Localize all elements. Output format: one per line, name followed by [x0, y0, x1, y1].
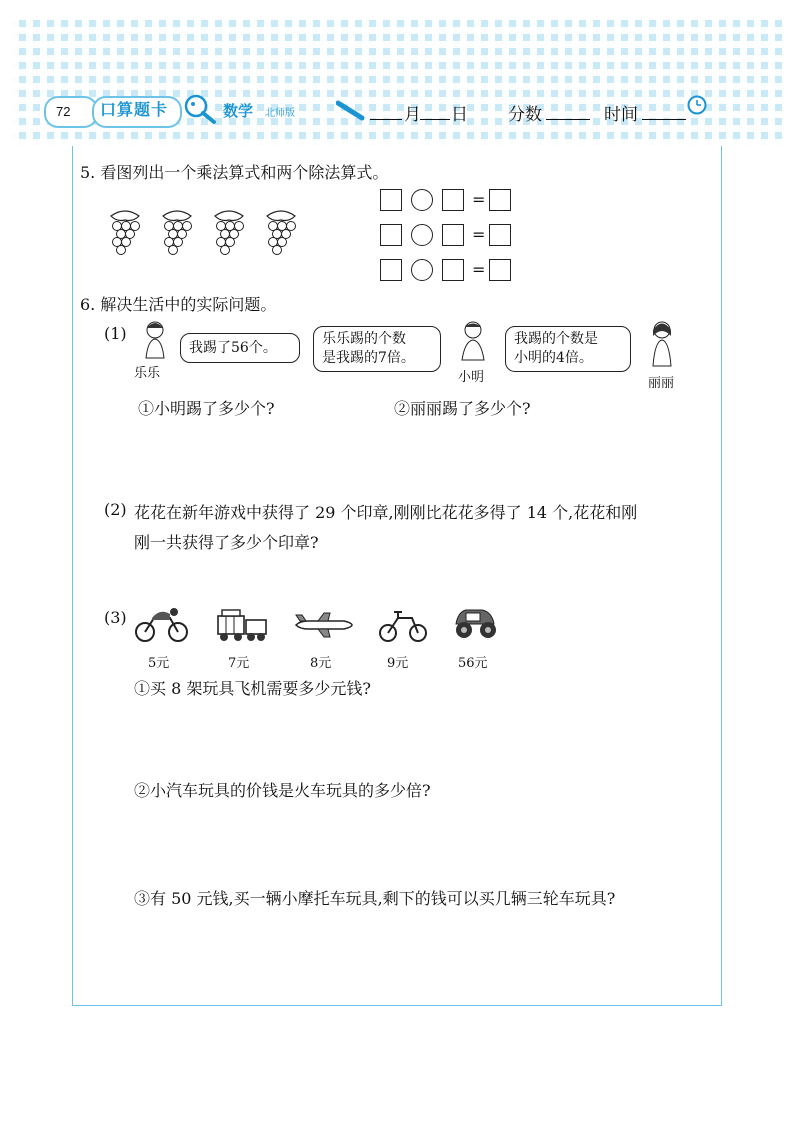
grape-bunch-icon: [267, 211, 296, 255]
price-tricycle: 9元: [387, 656, 409, 671]
lili-speech-line2: 小明的4倍。: [514, 350, 593, 366]
answer-box[interactable]: [442, 189, 464, 211]
operator-circle[interactable]: [411, 224, 433, 246]
operator-circle[interactable]: [411, 259, 433, 281]
q6-part3-label: (3): [104, 608, 127, 627]
lele-speech-bubble: [180, 333, 300, 363]
price-train: 7元: [228, 656, 250, 671]
answer-box[interactable]: [442, 224, 464, 246]
lili-name: 丽丽: [648, 376, 675, 391]
q6-part2-label: (2): [104, 500, 127, 519]
q6-part3-q3: ③有 50 元钱,买一辆小摩托车玩具,剩下的钱可以买几辆三轮车玩具?: [134, 889, 616, 908]
q6-title: 6. 解决生活中的实际问题。: [80, 295, 277, 314]
answer-box[interactable]: [489, 189, 511, 211]
day-label: 日: [451, 105, 468, 125]
tricycle-icon: [378, 606, 428, 644]
edition-label: 北师版: [265, 108, 295, 119]
answer-box[interactable]: [380, 224, 402, 246]
girl-lili-icon: [645, 320, 679, 368]
xiaoming-name: 小明: [458, 370, 485, 385]
q6-part2-line2: 刚一共获得了多少个印章?: [134, 533, 319, 552]
airplane-icon: [294, 612, 354, 638]
xiaoming-speech-bubble: [313, 326, 441, 372]
q6-part1-label: (1): [104, 324, 127, 343]
toy-car-icon: [452, 602, 498, 642]
grape-bunch-icon: [163, 211, 192, 255]
q6-part3-q1: ①买 8 架玩具飞机需要多少元钱?: [134, 679, 371, 698]
time-label: 时间: [604, 105, 638, 125]
lili-speech-line1: 我踢的个数是: [514, 331, 598, 347]
lele-speech: 我踢了56个。: [189, 340, 277, 356]
lele-name: 乐乐: [134, 366, 161, 381]
card-title: 口算题卡: [100, 102, 169, 119]
grape-bunch-icon: [215, 211, 244, 255]
clock-icon: [686, 94, 708, 116]
q6-part3-q2: ②小汽车玩具的价钱是火车玩具的多少倍?: [134, 781, 431, 800]
answer-box[interactable]: [489, 224, 511, 246]
equals-sign: =: [472, 190, 486, 209]
score-label: 分数: [508, 105, 542, 125]
operator-circle[interactable]: [411, 189, 433, 211]
magnifier-mascot-icon: [178, 92, 218, 124]
lili-speech-bubble: [505, 326, 631, 372]
q6-part2-line1: 花花在新年游戏中获得了 29 个印章,刚刚比花花多得了 14 个,花花和刚: [134, 503, 638, 522]
q6-part1-q1: ①小明踢了多少个?: [138, 399, 275, 418]
q5-text: 5. 看图列出一个乘法算式和两个除法算式。: [80, 163, 389, 182]
girl-lele-icon: [138, 320, 172, 360]
equals-sign: =: [472, 260, 486, 279]
month-blank[interactable]: [370, 119, 402, 120]
answer-box[interactable]: [380, 259, 402, 281]
grapes-group: [105, 208, 305, 256]
motorcycle-icon: [134, 604, 190, 644]
page-number: 72: [56, 104, 71, 119]
boy-xiaoming-icon: [456, 320, 490, 362]
q6-part1-q2: ②丽丽踢了多少个?: [394, 399, 531, 418]
answer-box[interactable]: [489, 259, 511, 281]
train-icon: [214, 606, 270, 644]
month-label: 月: [404, 105, 421, 125]
answer-box[interactable]: [442, 259, 464, 281]
price-motorcycle: 5元: [148, 656, 170, 671]
subject-label: 数学: [223, 103, 254, 120]
score-blank[interactable]: [546, 119, 590, 120]
page-number-pill: [44, 96, 98, 128]
time-blank[interactable]: [642, 119, 686, 120]
equals-sign: =: [472, 225, 486, 244]
grape-bunch-icon: [111, 211, 140, 255]
answer-box[interactable]: [380, 189, 402, 211]
price-car: 56元: [458, 656, 488, 671]
pencil-icon: [336, 100, 366, 122]
day-blank[interactable]: [420, 119, 450, 120]
xiaoming-speech-line1: 乐乐踢的个数: [322, 331, 406, 347]
xiaoming-speech-line2: 是我踢的7倍。: [322, 350, 415, 366]
price-airplane: 8元: [310, 656, 332, 671]
